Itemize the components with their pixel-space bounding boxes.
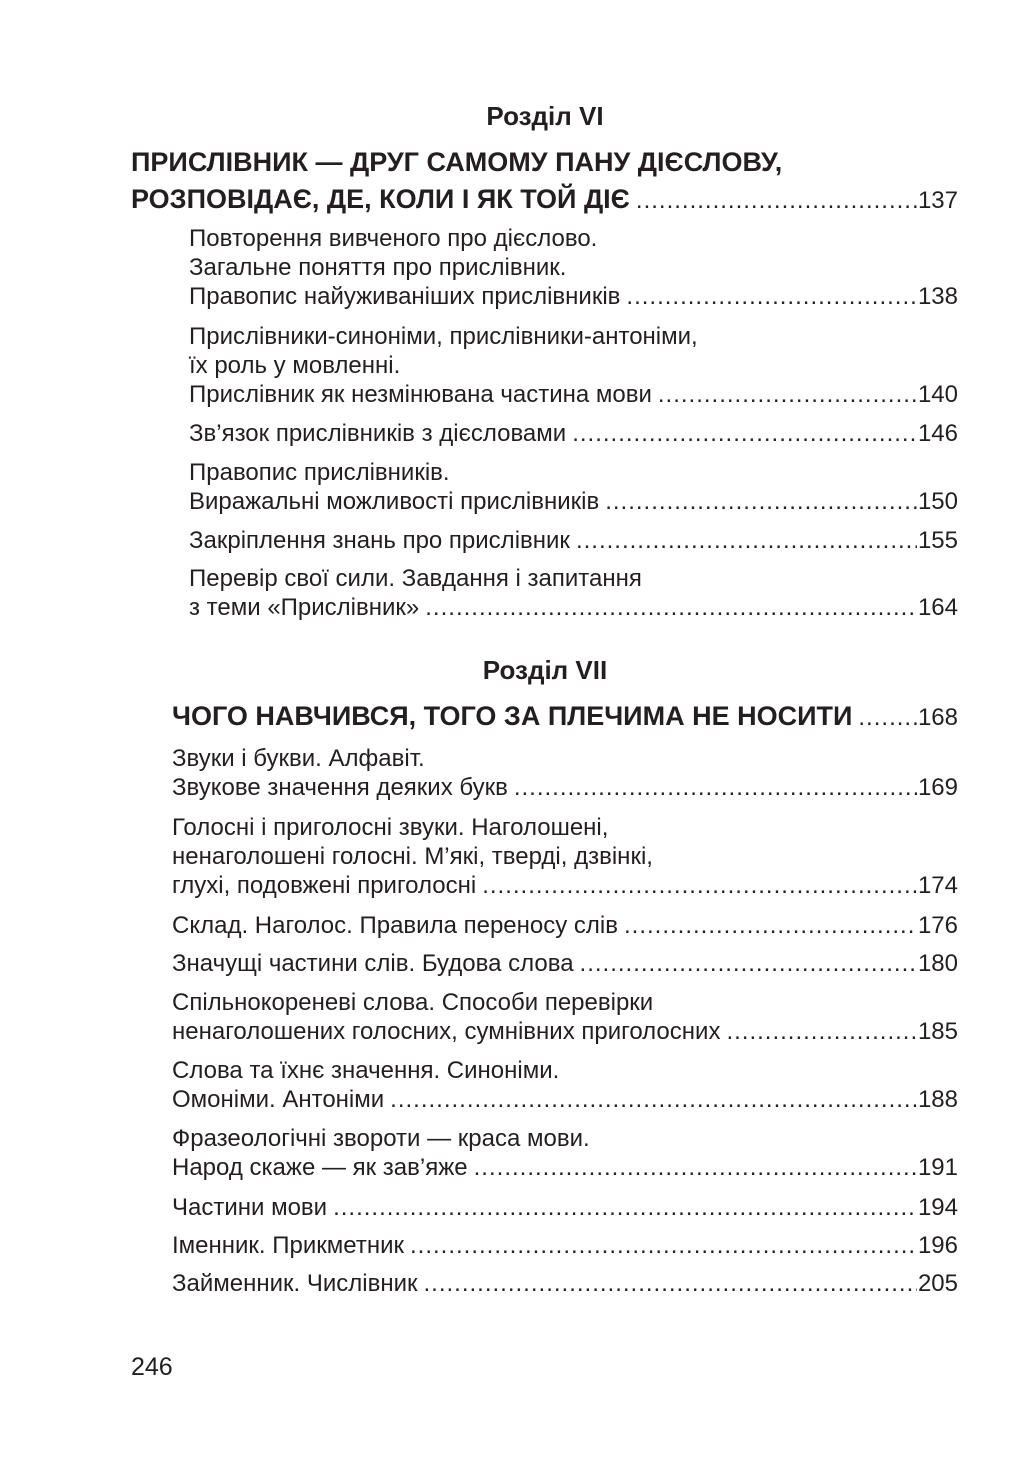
toc-entry <box>172 1193 958 1222</box>
toc-entry-text: Омоніми. Антоніми <box>172 1086 385 1113</box>
toc-entry-line: Правопис прислівників. <box>189 459 450 486</box>
toc-entry-text: з теми «Прислівник» <box>189 594 420 621</box>
chapter-title-text: ЧОГО НАВЧИВСЯ, ТОГО ЗА ПЛЕЧИМА НЕ НОСИТИ <box>172 701 853 731</box>
dot-leader <box>482 871 917 900</box>
toc-entry-text: Народ скаже — як зав’яже <box>172 1154 468 1181</box>
toc-entry-text: Зв’язок прислівників з дієсловами <box>189 420 567 447</box>
toc-entry-text: глухі, подовжені приголосні <box>172 872 477 899</box>
chapter-title-entry <box>172 698 958 735</box>
toc-entry-line: Спільнокореневі слова. Способи перевірки <box>172 989 654 1016</box>
toc-entry-line: Загальне поняття про прислівник. <box>189 254 567 281</box>
page-number: 185 <box>917 1018 958 1045</box>
toc-entry-line: Фразеологічні звороти — краса мови. <box>172 1125 590 1152</box>
toc-entry <box>189 458 958 516</box>
page-number: 194 <box>917 1194 958 1221</box>
toc-entry-line: Звуки і букви. Алфавіт. <box>172 745 425 772</box>
toc-entry <box>172 1231 958 1260</box>
toc-entry-line: Прислівники-синоніми, прислівники-антоніми, <box>189 323 698 350</box>
toc-entry-line: Перевір свої сили. Завдання і запитання <box>189 565 642 592</box>
page-number: 138 <box>917 283 958 310</box>
toc-entry-text: Займенник. Числівник <box>172 1270 418 1297</box>
page-number: 150 <box>917 488 958 515</box>
toc-entry-last-line <box>172 1153 958 1182</box>
toc-entry-last-line <box>172 1085 958 1114</box>
toc-entry <box>172 1124 958 1182</box>
page-number: 205 <box>917 1270 958 1297</box>
dot-leader <box>333 1193 917 1222</box>
toc-entry-last-line <box>172 1269 958 1298</box>
toc-entry-text: Частини мови <box>172 1194 328 1221</box>
toc-entry-last-line <box>172 1193 958 1222</box>
toc-entry-last-line <box>172 773 958 802</box>
toc-entry-last-line <box>172 871 958 900</box>
dot-leader <box>425 593 917 622</box>
page-number: 196 <box>917 1232 958 1259</box>
toc-entry-text: Іменник. Прикметник <box>172 1232 404 1259</box>
toc-entry <box>189 322 958 409</box>
dot-leader <box>572 419 917 448</box>
toc-entry <box>172 949 958 978</box>
page-number: 174 <box>917 872 958 899</box>
page-number: 188 <box>917 1086 958 1113</box>
page-number: 164 <box>917 594 958 621</box>
page-number: 168 <box>917 704 958 731</box>
toc-entry-line: їх роль у мовленні. <box>189 352 401 379</box>
chapter-title-entry <box>131 144 958 218</box>
toc-entry-last-line <box>189 487 958 516</box>
dot-leader <box>580 949 917 978</box>
dot-leader <box>858 699 917 736</box>
toc-entry <box>189 419 958 448</box>
dot-leader <box>410 1231 917 1260</box>
toc-entry <box>172 744 958 802</box>
page-number: 146 <box>917 420 958 447</box>
toc-entry-line: Слова та їхнє значення. Синоніми. <box>172 1057 560 1084</box>
toc-entry-text: ненаголошених голосних, сумнівних приголосних <box>172 1018 721 1045</box>
toc-entry-last-line <box>172 949 958 978</box>
dot-leader <box>474 1153 917 1182</box>
section-heading: Розділ VII <box>482 655 608 685</box>
toc-entry-line: Голосні і приголосні звуки. Наголошені, <box>172 814 609 841</box>
dot-leader <box>424 1269 917 1298</box>
toc-entry <box>189 224 958 311</box>
dot-leader <box>626 282 917 311</box>
toc-entry-last-line <box>172 911 958 940</box>
toc-entry <box>172 988 958 1046</box>
dot-leader <box>658 380 917 409</box>
toc-entry-last-line <box>189 593 958 622</box>
toc-entry-line: ненаголошені голосні. М’які, тверді, дзвінкі, <box>172 843 653 870</box>
toc-entry-last-line <box>172 1017 958 1046</box>
chapter-title-text: РОЗПОВІДАЄ, ДЕ, КОЛИ І ЯК ТОЙ ДІЄ <box>131 184 630 214</box>
footer-page-number: 246 <box>131 1353 173 1381</box>
toc-entry <box>172 1269 958 1298</box>
dot-leader <box>576 526 917 555</box>
section-heading: Розділ VI <box>486 101 604 131</box>
chapter-title-line: ПРИСЛІВНИК — ДРУГ САМОМУ ПАНУ ДІЄСЛОВУ, <box>131 147 783 177</box>
toc-entry-last-line <box>189 526 958 555</box>
toc-entry-text: Звукове значення деяких букв <box>172 774 508 801</box>
toc-entry-text: Закріплення знань про прислівник <box>189 527 570 554</box>
dot-leader <box>605 487 917 516</box>
page-number: 176 <box>917 912 958 939</box>
toc-entry <box>172 813 958 900</box>
toc-entry-text: Правопис найуживаніших прислівників <box>189 283 621 310</box>
dot-leader <box>514 773 917 802</box>
page-number: 180 <box>917 950 958 977</box>
page-number: 191 <box>917 1154 958 1181</box>
page-number: 140 <box>917 381 958 408</box>
toc-entry-text: Прислівник як незмінювана частина мови <box>189 381 652 408</box>
dot-leader <box>624 911 917 940</box>
toc-entry-text: Виражальні можливості прислівників <box>189 488 600 515</box>
toc-entry-line: Повторення вивченого про дієслово. <box>189 225 598 252</box>
chapter-title-line-last <box>131 181 958 218</box>
chapter-title-line-last <box>172 698 958 735</box>
toc-entry-last-line <box>189 380 958 409</box>
toc-entry <box>172 911 958 940</box>
page-number: 137 <box>917 187 958 214</box>
toc-entry-last-line <box>172 1231 958 1260</box>
page-number: 155 <box>917 527 958 554</box>
toc-entry-last-line <box>189 419 958 448</box>
dot-leader <box>636 182 917 219</box>
page-number: 169 <box>917 774 958 801</box>
toc-entry <box>189 564 958 622</box>
dot-leader <box>726 1017 917 1046</box>
toc-entry <box>172 1056 958 1114</box>
toc-entry-text: Значущі частини слів. Будова слова <box>172 950 574 977</box>
toc-entry-text: Склад. Наголос. Правила переносу слів <box>172 912 618 939</box>
toc-entry-last-line <box>189 282 958 311</box>
toc-entry <box>189 526 958 555</box>
dot-leader <box>390 1085 917 1114</box>
